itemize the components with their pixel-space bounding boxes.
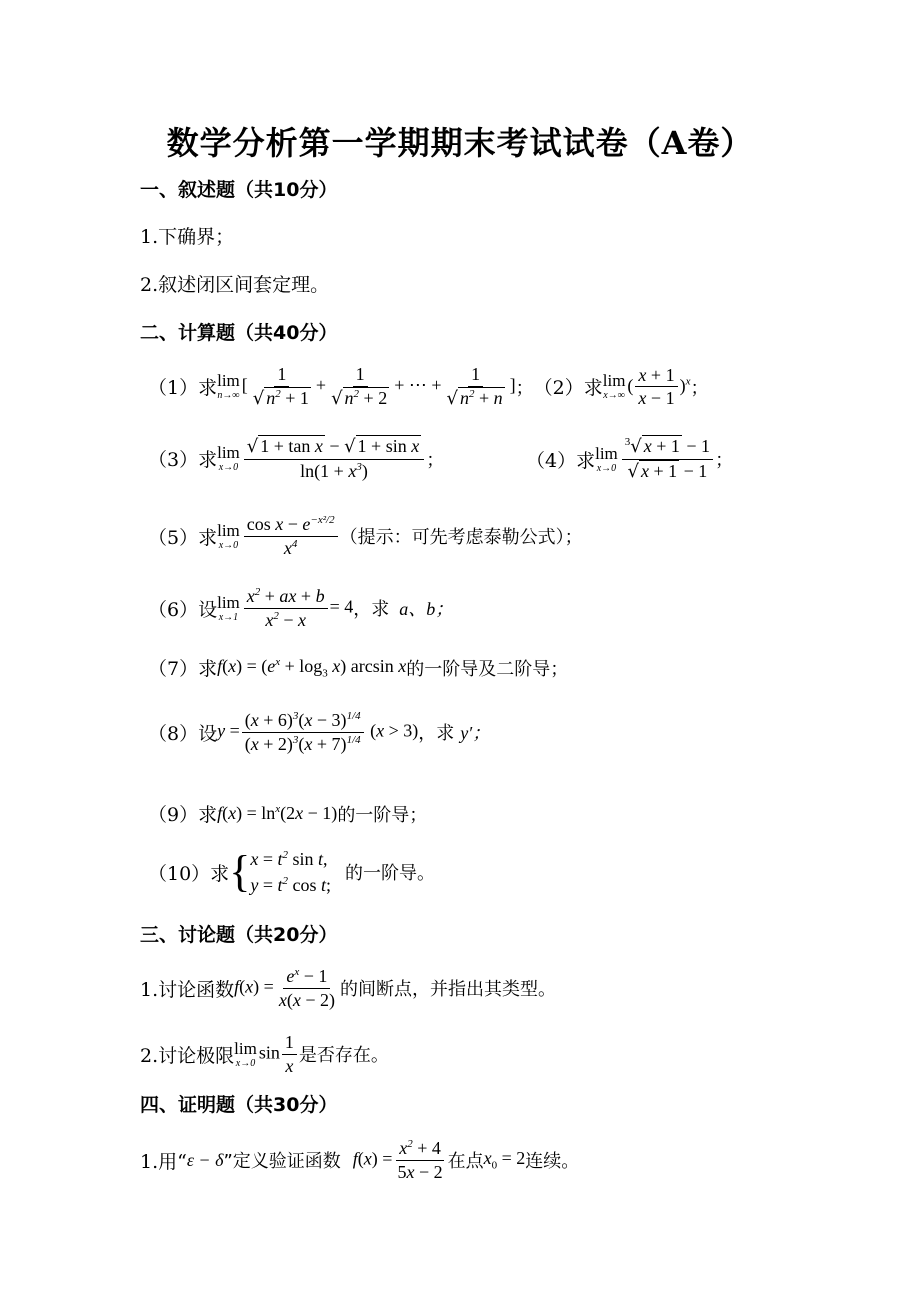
question-2-6 [148, 586, 453, 630]
q-tail: 的间断点，并指出其类型。 [339, 979, 556, 1001]
question-2-5 [148, 514, 583, 558]
section-heading-1: 一、叙述题（共10分） [140, 179, 338, 201]
question-2-8 [148, 710, 490, 754]
q-mid: ”定义验证函数 [223, 1151, 341, 1173]
q-label: （6）设 [148, 598, 218, 621]
q-label: （9）求 [148, 804, 218, 826]
formula-13: ε − δ [186, 1149, 224, 1170]
question-2-1 [148, 364, 708, 409]
q-tail-2: ； [690, 377, 709, 399]
q-label: （5）求 [148, 526, 218, 549]
formula-7: $f(x) = (e^x + \log_3 x)$ arcsin x [217, 655, 407, 680]
formula-8: y = $\frac{(x + 6)^3(x - 3)^{1/4}}{(x + 2)^3(x + 7)^{1/4}}$ (x > 3) [217, 710, 419, 754]
q-label: 2.讨论极限 [140, 1044, 235, 1067]
question-3-1 [140, 966, 556, 1010]
q-vars: a、b； [399, 599, 454, 620]
question-2-10 [148, 846, 435, 898]
q-tail: 的一阶导； [337, 804, 428, 826]
question-2-7 [148, 654, 568, 681]
q-label: （1）求 [148, 377, 218, 400]
question-4-1 [140, 1138, 579, 1182]
question-2-9 [148, 800, 427, 827]
exam-title: 数学分析第一学期期末考试试卷（A卷） [166, 124, 754, 162]
question-1-2: 2.叙述闭区间套定理。 [140, 274, 330, 296]
formula-14: f(x) = $\frac{x^2 + 4}{5x - 2}$ [352, 1138, 443, 1182]
q-vars: y′； [460, 723, 491, 744]
section-heading-3: 三、讨论题（共20分） [140, 924, 338, 946]
q-tail: （提示：可先考虑泰勒公式）； [339, 527, 583, 549]
question-2-4 [526, 436, 733, 482]
question-2-3 [148, 436, 444, 481]
formula-4: lim x→0 $\frac{^3√ x + 1 - 1}{√ x + 1 - 1}$ [595, 436, 715, 482]
formula-6: lim x→1 $\frac{x^2 + ax + b}{x^2 - x}$ = 4 [217, 586, 354, 630]
q-label: （4）求 [526, 449, 596, 472]
q-tail: 是否存在。 [298, 1045, 389, 1067]
formula-2: lim x→∞ ( $\frac{x + 1}{x - 1}$ )$^x$ [602, 364, 691, 409]
question-3-2 [140, 1032, 389, 1076]
formula-12: lim x→0 sin $\frac{1}{x}$ [234, 1032, 299, 1076]
q-label-2: （2）求 [533, 377, 603, 400]
q-label: （7）求 [148, 658, 218, 680]
formula-3: lim x→0 $\frac{\text{√ 1 + tan x − √ 1 + sin x}}{\ln(1 + x^3)}$ [217, 436, 426, 481]
formula-15: $x_0 = 2$ [483, 1148, 526, 1172]
q-label: （8）设 [148, 722, 218, 745]
q-label: 1.用“ [140, 1150, 187, 1173]
q-label: （10）求 [148, 862, 230, 885]
q-tail: ； [515, 377, 534, 399]
formula-9: $f(x) = \ln^x(2x - 1)$ [217, 803, 338, 823]
q-tail: ，求 [353, 599, 390, 621]
section-heading-2: 二、计算题（共40分） [140, 322, 338, 344]
question-1-1: 1.下确界； [140, 226, 235, 248]
q-tail: ，求 [418, 723, 455, 745]
q-label: 1.讨论函数 [140, 978, 235, 1001]
formula-1: lim n→∞ [ $\frac{1}{√ n^2 + 1}$ + $\frac{1}{√ n^2 + 2}$ + ⋯ + $\frac{1}{√ n^2 + n}$ ] [217, 364, 516, 409]
q-tail: ； [426, 449, 445, 471]
q-tail: 的一阶导。 [345, 863, 436, 885]
formula-10: { $x = t^2$ sin t, $y = t^2$ cos t; [229, 847, 332, 897]
section-heading-4: 四、证明题（共30分） [140, 1094, 338, 1116]
q-tail: 在点 [447, 1151, 484, 1173]
formula-5: lim x→0 $\frac{\cos x - e^{-x^2/2}}{x^4}$ [217, 514, 340, 558]
formula-11: f(x) = $\frac{e^x - 1}{x(x - 2)}$ [234, 966, 335, 1010]
q-label: （3）求 [148, 449, 218, 472]
q-tail: 的一阶导及二阶导； [406, 658, 569, 680]
q-tail: ； [715, 450, 734, 472]
q-end: 连续。 [525, 1151, 580, 1173]
